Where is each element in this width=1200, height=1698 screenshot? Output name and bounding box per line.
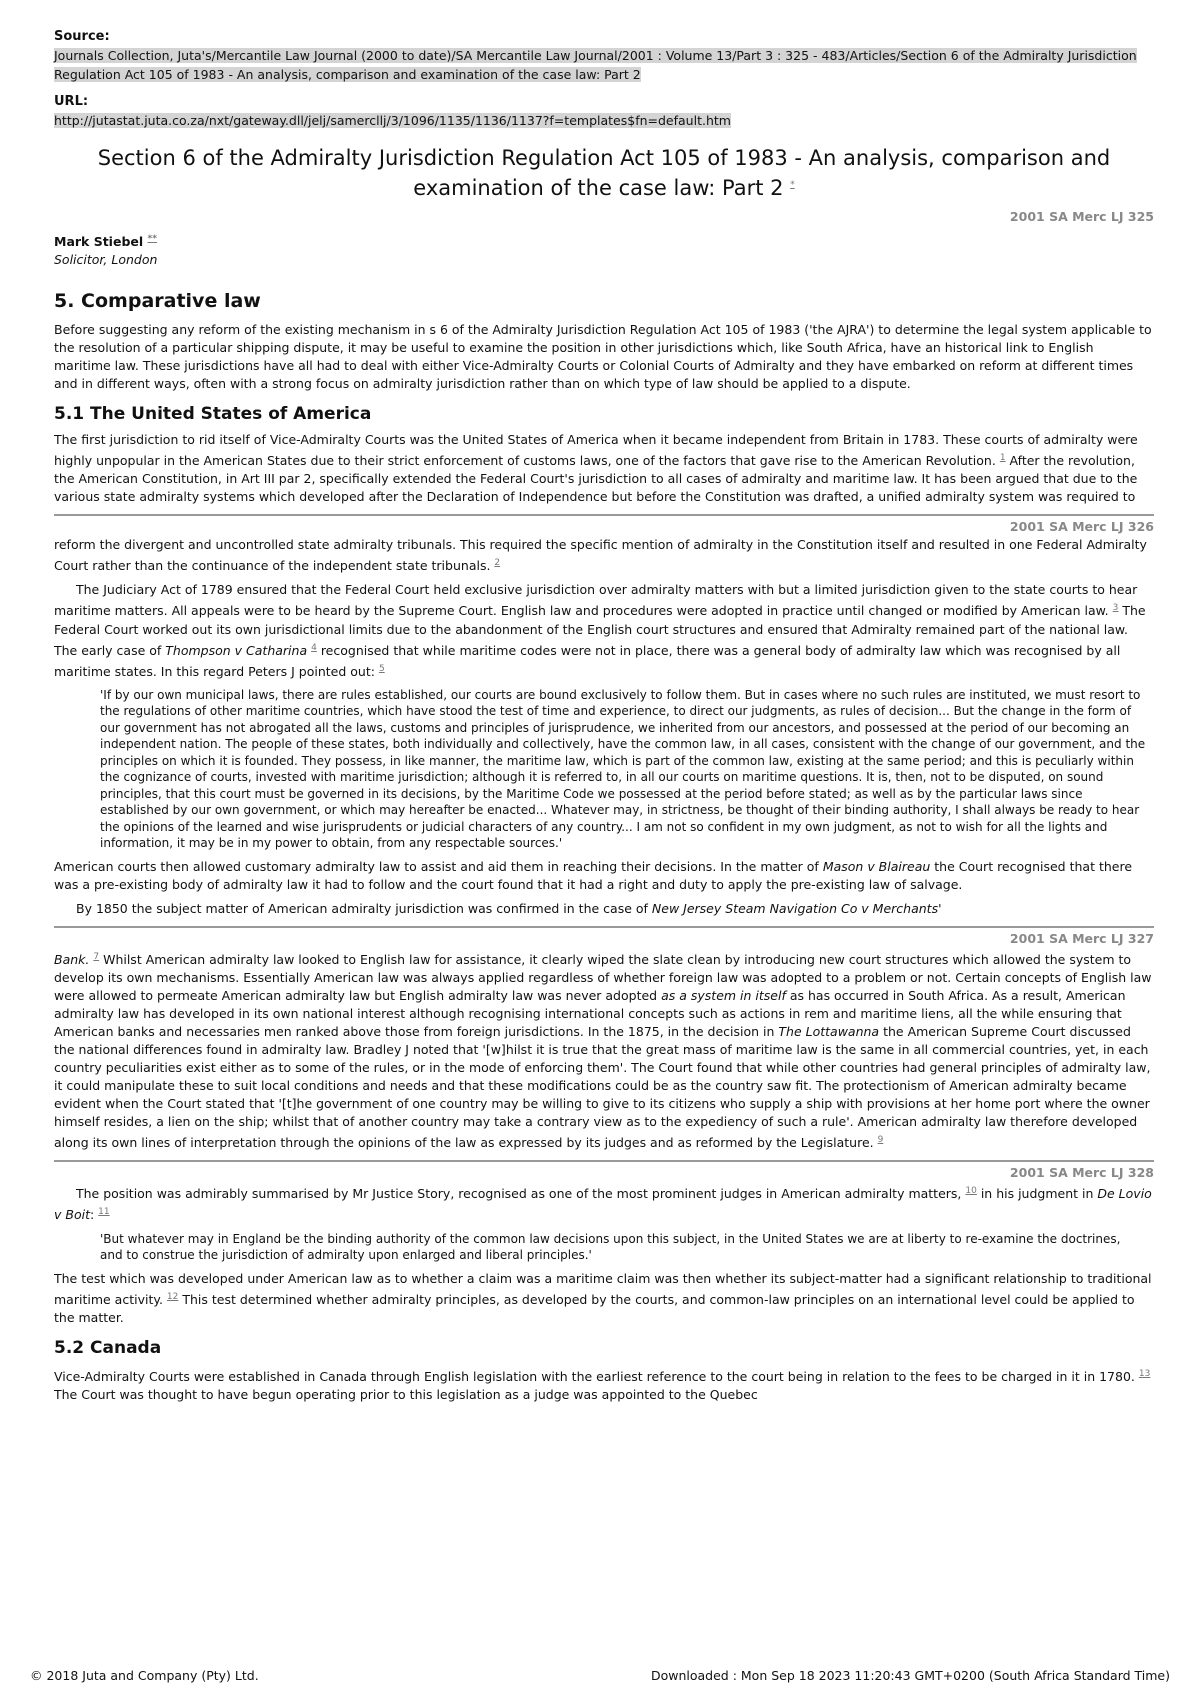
emphasis: as a system in itself <box>661 988 786 1004</box>
case-name: Mason v Blaireau <box>822 858 931 874</box>
copyright-text: © 2018 Juta and Company (Pty) Ltd. <box>30 1668 259 1683</box>
text-run: Vice-Admiralty Courts were established in Canada through English legislation with the earliest reference to the court being in relation to the fees to be charged in it in 1780. <box>54 1368 1135 1384</box>
footnote-link[interactable]: 13 <box>1138 1368 1151 1379</box>
footnote-link[interactable]: 10 <box>965 1186 977 1197</box>
page-citation: 2001 SA Merc LJ 328 <box>1009 1165 1154 1181</box>
page-break <box>54 926 1154 928</box>
footnote-link[interactable]: 11 <box>98 1207 110 1218</box>
subsection-heading: 5.2 Canada <box>54 1337 162 1358</box>
paragraph <box>54 1270 1154 1327</box>
page-citation: 2001 SA Merc LJ 326 <box>1009 519 1154 535</box>
page-citation: 2001 SA Merc LJ 327 <box>1009 930 1154 946</box>
document-content <box>54 28 1154 1410</box>
paragraph <box>54 431 1154 506</box>
paragraph: Before suggesting any reform of the existing mechanism in s 6 of the Admiralty Jurisdiction Regulation Act 105 of 1983 ('the AJRA') to determine the legal system applicable to the resolution of a particular shipping dispute, it may be useful to examine the position in other jurisdictions which, like South Africa, have an historical link to English maritime law. These jurisdictions have all had to deal with either Vice-Admiralty Courts or Colonial Courts of Admiralty and they have embarked on reform at different times and in different ways, often with a strong focus on admiralty jurisdiction rather than on which type of law should be applied to a dispute. <box>54 322 1152 392</box>
text-run: The Judiciary Act of 1789 ensured that the Federal Court held exclusive jurisdiction over admiralty matters with but a limited jurisdiction given to the state courts to hear maritime matters. All appeals were to be heard by the Supreme Court. English law and procedures were adopted in practice until changed or modified by American law. <box>54 582 1138 619</box>
case-name: Thompson v Catharina <box>165 642 308 658</box>
text-run: the American Supreme Court discussed the national differences found in admiralty law. Bradley J noted that '[w]hilst it is true that the great mass of maritime law is the same in all commercial countries, yet, in each country peculiarities exist either as to some of the rules, or in the mode of enforcing them'. The Court found that while other countries had general principles of admiralty law, it could manipulate these to suit local conditions and needs and that these modifications could be as the country saw fit. The protectionism of American admiralty became evident when the Court stated that '[t]he government of one country may be willing to give to its citizens who supply a ship with provisions at her home port where the owner himself resides, a lien on the ship; whilst that of another country may take a contrary view as to the expediency of such a rule'. American admiralty law therefore developed along its own lines of interpretation through the opinions of the law as expressed by its judges and as reformed by the Legislature. <box>54 1024 1151 1151</box>
footnote-link[interactable]: 3 <box>1112 603 1119 614</box>
page-break <box>54 1160 1154 1162</box>
footnote-link[interactable]: 1 <box>999 453 1006 464</box>
section-heading: 5. Comparative law <box>54 290 261 313</box>
case-name: Bank. <box>54 952 90 968</box>
source-label: Source: <box>54 29 110 44</box>
text-run: The Federal Court worked out its own jurisdictional limits due to the abandonment of the English court structures and ensured that Admiralty remained part of the national law. The early case of <box>54 603 1146 658</box>
download-timestamp: Downloaded : Mon Sep 18 2023 11:20:43 GMT+0200 (South Africa Standard Time) <box>650 1668 1170 1683</box>
text-run: The test which was developed under American law as to whether a claim was a maritime claim was then whether its subject-matter had a significant relationship to traditional maritime activity. <box>54 1270 1152 1307</box>
footnote-link[interactable]: 9 <box>877 1135 884 1146</box>
author-name <box>54 230 1154 251</box>
source-block <box>54 28 1154 83</box>
text-run: The position was admirably summarised by Mr Justice Story, recognised as one of the most prominent judges in American admiralty matters, <box>76 1186 962 1202</box>
paragraph <box>54 536 1154 575</box>
block-quote: 'But whatever may in England be the binding authority of the common law decisions upon this subject, in the United States we are at liberty to re-examine the doctrines, and to construe the jurisdiction of admiralty upon enlarged and liberal principles.' <box>100 1231 1121 1263</box>
paragraph <box>54 948 1154 1152</box>
footnote-link[interactable]: 5 <box>378 663 385 674</box>
text-run: The first jurisdiction to rid itself of Vice-Admiralty Courts was the United States of America when it became independent from Britain in 1783. These courts of admiralty were highly unpopular in the American States due to their strict enforcement of customs laws, one of the factors that gave rise to the American Revolution. <box>54 432 1138 469</box>
text-run: By 1850 the subject matter of American admiralty jurisdiction was confirmed in the case of <box>76 900 648 916</box>
footnote-link[interactable]: ** <box>147 234 157 244</box>
footnote-link[interactable]: 2 <box>494 558 501 569</box>
author-text: Mark Stiebel <box>54 234 144 250</box>
footnote-link[interactable]: 4 <box>311 642 317 653</box>
case-name: New Jersey Steam Navigation Co v Merchants' <box>651 900 942 916</box>
url-text[interactable]: http://jutastat.juta.co.za/nxt/gateway.dll/jelj/samercllj/3/1096/1135/1136/1137?f=templates$fn=default.htm <box>54 113 731 128</box>
block-quote: 'If by our own municipal laws, there are rules established, our courts are bound exclusively to follow them. But in cases where no such rules are instituted, we must resort to the regulations of other maritime countries, which have stood the test of time and experience, to direct our judgments, as rules of decision... But the change in the form of our government has not abrogated all the laws, customs and principles of jurisprudence, we inherited from our ancestors, and possessed at the period of our becoming an independent nation. The people of these states, both individually and collectively, have the common law, in all cases, consistent with the change of our government, and the principles on which it is founded. They possess, in like manner, the maritime law, which is part of the common law, existing at the same period; and this is peculiarly within the cognizance of courts, invested with maritime jurisdiction; although it is referred to, in all our courts on maritime questions. It is, then, not to be disputed, on sound principles, that this court must be governed in its decisions, by the Maritime Code we possessed at the period before stated; as well as by the particular laws since established by our own government, or which may hereafter be enacted... Whatever may, in strictness, be thought of their binding authority, I shall always be ready to hear the opinions of the learned and wise jurisprudents or judicial characters of any country... I am not so confident in my own judgment, as not to wish for all the lights and information, it may be in my power to obtain, from any respectable sources.' <box>100 687 1146 851</box>
paragraph <box>54 858 1154 894</box>
url-block <box>54 93 1154 129</box>
paragraph <box>54 1365 1154 1404</box>
case-name: The Lottawanna <box>778 1024 880 1040</box>
url-label: URL: <box>54 94 89 109</box>
text-run: reform the divergent and uncontrolled state admiralty tribunals. This required the specific mention of admiralty in the Constitution itself and resulted in one Federal Admiralty Court rather than the continuance of the independent state tribunals. <box>54 537 1147 574</box>
article-title <box>54 145 1154 202</box>
title-text: Section 6 of the Admiralty Jurisdiction Regulation Act 105 of 1983 - An analysis, comparison and examination of the case law: Part 2 <box>97 146 1111 200</box>
text-run: the Court recognised that there was a pre-existing body of admiralty law it had to follow and the court found that it had a right and duty to apply the pre-existing law of salvage. <box>54 858 1133 892</box>
text-run: The Court was thought to have begun operating prior to this legislation as a judge was appointed to the Quebec <box>54 1386 758 1402</box>
source-text: Journals Collection, Juta's/Mercantile Law Journal (2000 to date)/SA Mercantile Law Journal/2001 : Volume 13/Part 3 : 325 - 483/Articles/Section 6 of the Admiralty Jurisdiction Regulation Act 105 of 1983 - An analysis, comparison and examination of the case law: Part 2 <box>54 48 1137 82</box>
page-citation: 2001 SA Merc LJ 325 <box>1009 209 1154 224</box>
case-name: De Lovio v Boit <box>54 1186 1152 1223</box>
paragraph <box>54 900 1154 918</box>
footnote-link[interactable]: 7 <box>93 951 100 962</box>
footnote-link[interactable]: * <box>790 180 795 190</box>
paragraph: The position was admirably summarised by Mr Justice Story, recognised as one of the most prominent judges in American admiralty matters, $^{10}$ in his judgment in De Lovio v Boit: $^{11}$ <box>54 1186 1152 1223</box>
paragraph <box>54 581 1154 680</box>
footnote-link[interactable]: 12 <box>166 1291 179 1302</box>
text-run: Whilst American admiralty law looked to English law for assistance, it clearly wiped the slate clean by introducing new court structures which allowed the system to develop its own mechanisms. Essentially American law was always applied regardless of whether foreign law was adopted to a problem or not. Certain concepts of English law were allowed to permeate American admiralty law but English admiralty law was never adopted <box>54 952 1152 1004</box>
subsection-heading: 5.1 The United States of America <box>54 404 372 425</box>
text-run: American courts then allowed customary admiralty law to assist and aid them in reaching their decisions. In the matter of <box>54 858 819 874</box>
text-run: This test determined whether admiralty principles, as developed by the courts, and common-law principles on an international level could be applied to the matter. <box>54 1291 1135 1325</box>
text-run: After the revolution, the American Constitution, in Art III par 2, specifically extended the Federal Court's jurisdiction to all cases of admiralty and maritime law. It has been argued that due to the various state admiralty systems which developed after the Declaration of Independence but before the Constitution was drafted, a unified admiralty system was required to <box>54 453 1138 505</box>
page-break <box>54 514 1154 516</box>
text-run: recognised that while maritime codes were not in place, there was a general body of admiralty law which was recognised by all maritime states. In this regard Peters J pointed out: <box>54 642 1121 679</box>
author-role: Solicitor, London <box>54 252 158 268</box>
text-run: as has occurred in South Africa. As a result, American admiralty law has developed in its own national interest although recognising international concepts such as actions in rem and maritime liens, all the while ensuring that American banks and necessaries men ranked above those from foreign jurisdictions. In the 1875, in the decision in <box>54 988 1126 1040</box>
text-run: in his judgment in <box>980 1186 1094 1202</box>
